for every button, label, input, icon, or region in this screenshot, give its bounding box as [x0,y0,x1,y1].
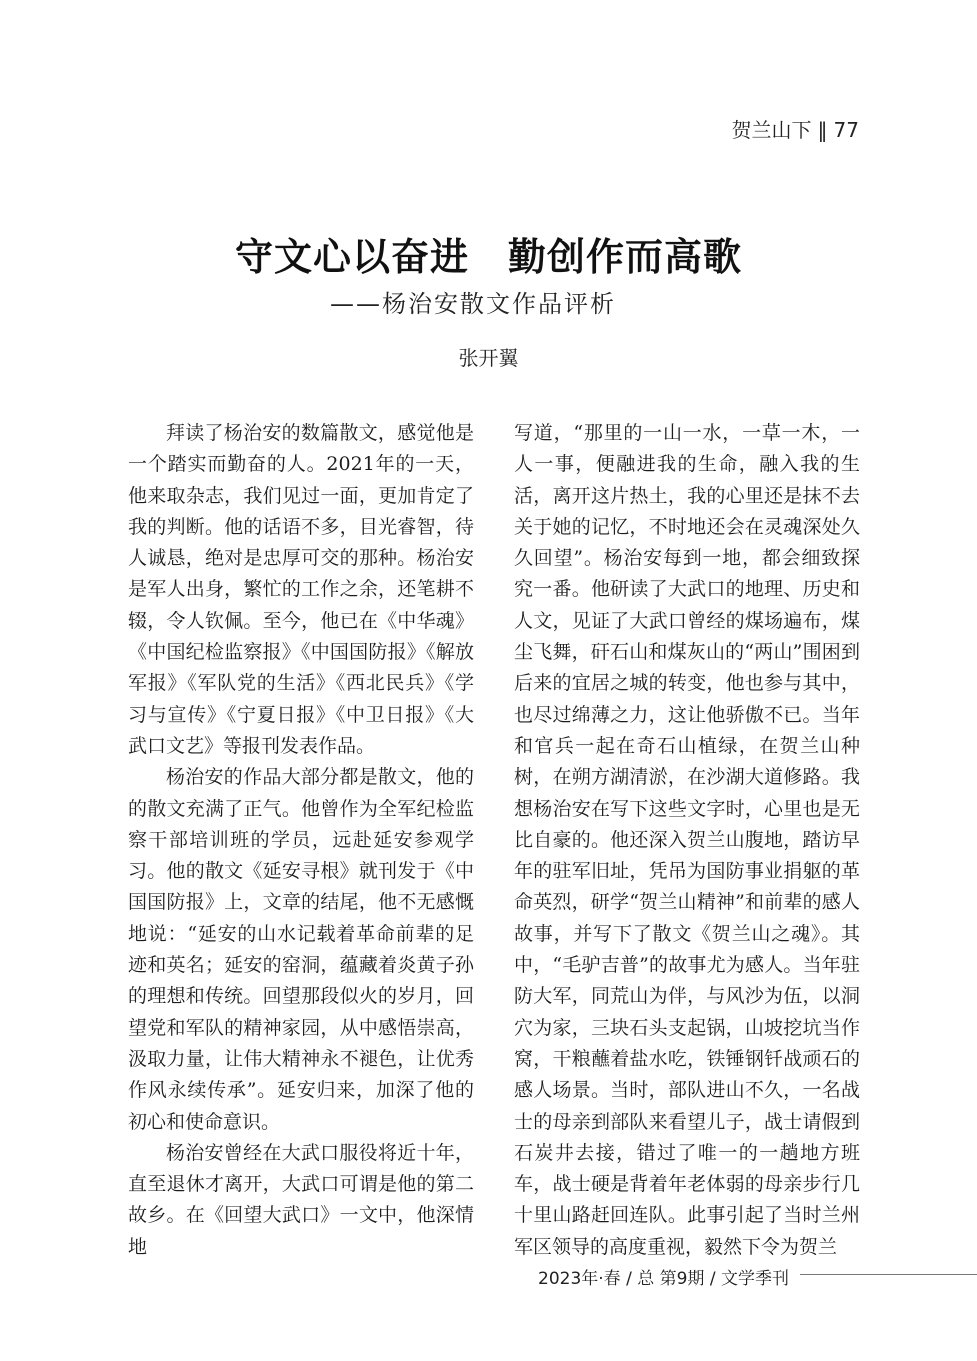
paragraph: 拜读了杨治安的数篇散文，感觉他是一个踏实而勤奋的人。2021年的一天，他来取杂志，我们见过一面，更加肯定了我的判断。他的话语不多，目光睿智，待人诚恳，绝对是忠厚可交的那种。杨治安是军人出身，繁忙的工作之余，还笔耕不辍，令人钦佩。至今，他已在《中华魂》《中国纪检监察报》《中国国防报》《解放军报》《军队党的生活》《西北民兵》《学习与宣传》《宁夏日报》《中卫日报》《大武口文艺》等报刊发表作品。 [128,422,474,757]
header-separator: ‖ [817,118,828,142]
paragraph: 杨治安的作品大部分都是散文，他的的散文充满了正气。他曾作为全军纪检监察干部培训班的学员，远赴延安参观学习。他的散文《延安寻根》就刊发于《中国国防报》上，文章的结尾，他不无感慨地说：“延安的山水记载着革命前辈的足迹和英名；延安的窑洞，蕴藏着炎黄子孙的理想和传统。回望那段似火的岁月，回望党和军队的精神家园，从中感悟崇高，汲取力量，让伟大精神永不褪色，让优秀作风永续传承”。延安归来，加深了他的初心和使命意识。 [128,766,474,1133]
section-name: 贺兰山下 [731,118,812,142]
article-subtitle: ——杨治安散文作品评析 [330,290,616,318]
article-author: 张开翼 [458,346,519,370]
page-number: 77 [833,118,859,142]
body-column-right [514,418,860,1263]
body-column-left [128,418,474,1263]
footer-issue-info: 2023年·春 / 总 第9期 / 文学季刊 [538,1269,789,1289]
footer-rule [800,1274,977,1275]
paragraph-continued: 写道，“那里的一山一水，一草一木，一人一事，便融进我的生命，融入我的生活，离开这片热土，我的心里还是抹不去关于她的记忆，不时地还会在灵魂深处久久回望”。杨治安每到一地，都会细致探究一番。他研读了大武口的地理、历史和人文，见证了大武口曾经的煤场遍布，煤尘飞舞，矸石山和煤灰山的“两山”围困到后来的宜居之城的转变，他也参与其中，也尽过绵薄之力，这让他骄傲不已。当年和官兵一起在奇石山植绿，在贺兰山种树，在朔方湖清淤，在沙湖大道修路。我想杨治安在写下这些文字时，心里也是无比自豪的。他还深入贺兰山腹地，踏访早年的驻军旧址，凭吊为国防事业捐躯的革命英烈，研学“贺兰山精神”和前辈的感人故事，并写下了散文《贺兰山之魂》。其中，“毛驴吉普”的故事尤为感人。当年驻防大军，同荒山为伴，与风沙为伍，以洞穴为家，三块石头支起锅，山坡挖坑当作窝，干粮蘸着盐水吃，铁锤钢钎战顽石的感人场景。当时，部队进山不久，一名战士的母亲到部队来看望儿子，战士请假到石炭井去接，错过了唯一的一趟地方班车，战士硬是背着年老体弱的母亲步行几十里山路赶回连队。此事引起了当时兰州军区领导的高度重视，毅然下令为贺兰 [514,422,860,1258]
paragraph: 杨治安曾经在大武口服役将近十年，直至退休才离开，大武口可谓是他的第二故乡。在《回望大武口》一文中，他深情地 [128,1141,474,1258]
running-header [732,114,859,143]
article-title: 守文心以奋进 勤创作而高歌 [234,234,742,279]
